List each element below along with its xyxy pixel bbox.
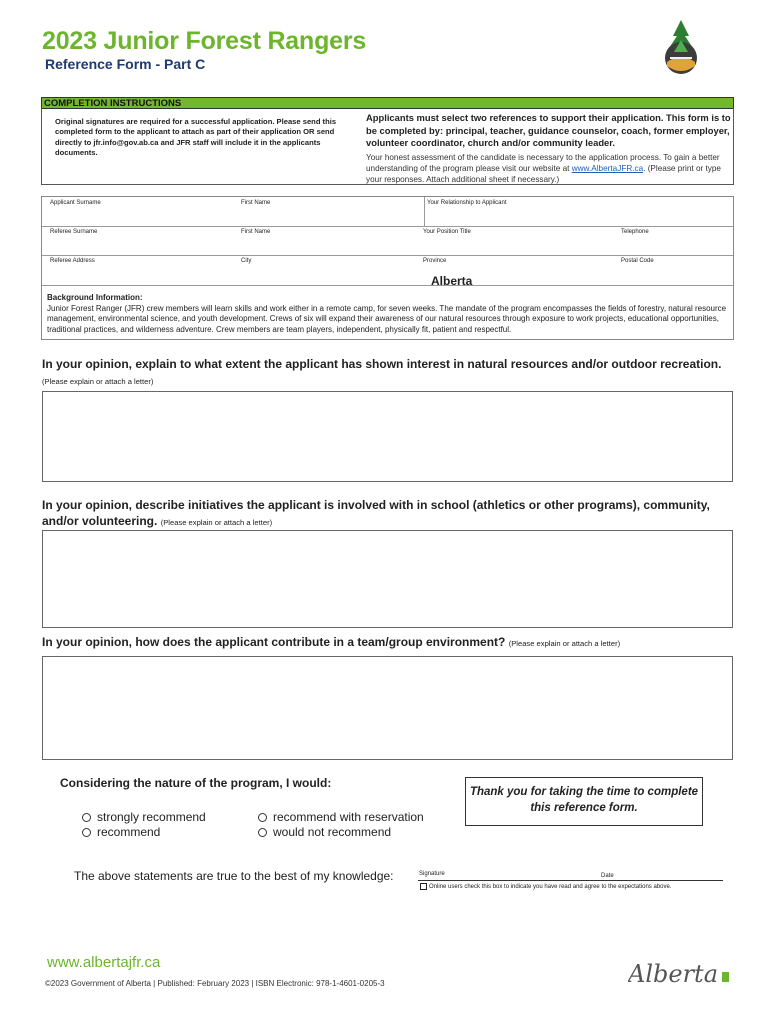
certification-statement: The above statements are true to the best of my knowledge:	[74, 869, 394, 883]
alberta-logo-icon	[628, 958, 734, 988]
answer-2-textarea[interactable]	[42, 530, 733, 628]
radio-circle-icon	[82, 828, 91, 837]
radio-circle-icon	[82, 813, 91, 822]
footer-url[interactable]: www.albertajfr.ca	[47, 954, 161, 971]
instructions-heading: COMPLETION INSTRUCTIONS	[41, 97, 734, 109]
note-text: Your honest assessment of the candidate is necessary to the application process. To gain a better understanding of the program please visit our website at	[366, 153, 720, 173]
radio-recommend-with-reservation[interactable]	[258, 810, 424, 824]
question-3-text: In your opinion, how does the applicant contribute in a team/group environment?	[42, 635, 506, 649]
thanks-box: Thank you for taking the time to complete this reference form.	[465, 777, 703, 826]
question-2-note: (Please explain or attach a letter)	[160, 518, 273, 527]
question-2	[42, 497, 732, 531]
radio-label: would not recommend	[273, 825, 392, 839]
first-name-label: First Name	[241, 200, 271, 206]
city-label: City	[241, 258, 252, 264]
position-title-label: Your Position Title	[423, 229, 471, 235]
question-3	[42, 634, 742, 652]
signature-line[interactable]	[418, 880, 723, 881]
referee-address-label: Referee Address	[50, 258, 95, 264]
signature-label: Signature	[419, 871, 445, 877]
question-3-note: (Please explain or attach a letter)	[508, 639, 621, 648]
page-subtitle: Reference Form - Part C	[45, 56, 206, 72]
instructions-right-note	[366, 152, 734, 185]
footer-copyright: ©2023 Government of Alberta | Published: February 2023 | ISBN Electronic: 978-1-4601-0205-3	[45, 979, 385, 988]
checkbox-label: Online users check this box to indicate you have read and agree to the expectations above.	[429, 883, 672, 890]
answer-3-textarea[interactable]	[42, 656, 733, 760]
checkbox-icon[interactable]	[420, 883, 427, 890]
question-1	[42, 356, 732, 390]
website-link[interactable]: www.AlbertaJFR.ca	[571, 164, 644, 173]
background-info	[47, 293, 732, 335]
page-title: 2023 Junior Forest Rangers	[42, 27, 367, 55]
background-text: Junior Forest Ranger (JFR) crew members will learn skills and work either in a remote camp, for seven weeks. The mandate of the program encompasses the fields of forestry, natural resource management, environmental science, and youth development. Crews of six will expand their awareness of our natural resources through exposure to work projects, educational opportunities, traditional practices, and wilderness adventure. Crew members are team players, independent, physically fit, patient and respectful.	[47, 303, 727, 334]
radio-label: recommend with reservation	[273, 810, 424, 824]
question-1-note: (Please explain or attach a letter)	[42, 377, 154, 386]
question-2-text: In your opinion, describe initiatives the applicant is involved with in school (athletics or other programs), community, and/or volunteering.	[42, 498, 710, 528]
radio-label: strongly recommend	[97, 810, 206, 824]
instructions-right-bold: Applicants must select two references to support their application. This form is to be completed by: principal, teacher, guidance counselor, coach, former employer, volunteer coordinator, church and/or community leader.	[366, 112, 731, 149]
telephone-label: Telephone	[621, 229, 649, 235]
postal-code-label: Postal Code	[621, 258, 654, 264]
instructions-left-text: Original signatures are required for a successful application. Please send this completed form to the applicant to attach as part of their application OR send directly to jfr.info@gov.ab.ca and JFR staff will include it in the applicants documents.	[55, 117, 337, 158]
note-text-end: . (Please print or type your responses. Attach additional sheet if necessary.)	[366, 164, 721, 184]
radio-would-not-recommend[interactable]	[258, 825, 391, 839]
referee-surname-label: Referee Surname	[50, 229, 98, 235]
province-label: Province	[423, 258, 447, 264]
relationship-label: Your Relationship to Applicant	[427, 200, 507, 206]
date-label: Date	[601, 873, 614, 879]
applicant-info-grid	[41, 196, 734, 340]
question-1-text: In your opinion, explain to what extent the applicant has shown interest in natural resources and/or outdoor recreation.	[42, 357, 722, 371]
online-agree-checkbox[interactable]	[420, 883, 672, 890]
background-heading: Background Information:	[47, 293, 143, 302]
radio-strongly-recommend[interactable]	[82, 810, 206, 824]
jfr-badge-icon	[656, 18, 706, 76]
recommendation-heading: Considering the nature of the program, I would:	[60, 776, 332, 790]
alberta-logo-text: Alberta	[628, 960, 718, 988]
province-value[interactable]: Alberta	[431, 274, 473, 288]
radio-circle-icon	[258, 828, 267, 837]
radio-recommend[interactable]	[82, 825, 160, 839]
referee-first-name-label: First Name	[241, 229, 271, 235]
radio-circle-icon	[258, 813, 267, 822]
radio-label: recommend	[97, 825, 161, 839]
answer-1-textarea[interactable]	[42, 391, 733, 482]
applicant-surname-label: Applicant Surname	[50, 200, 101, 206]
